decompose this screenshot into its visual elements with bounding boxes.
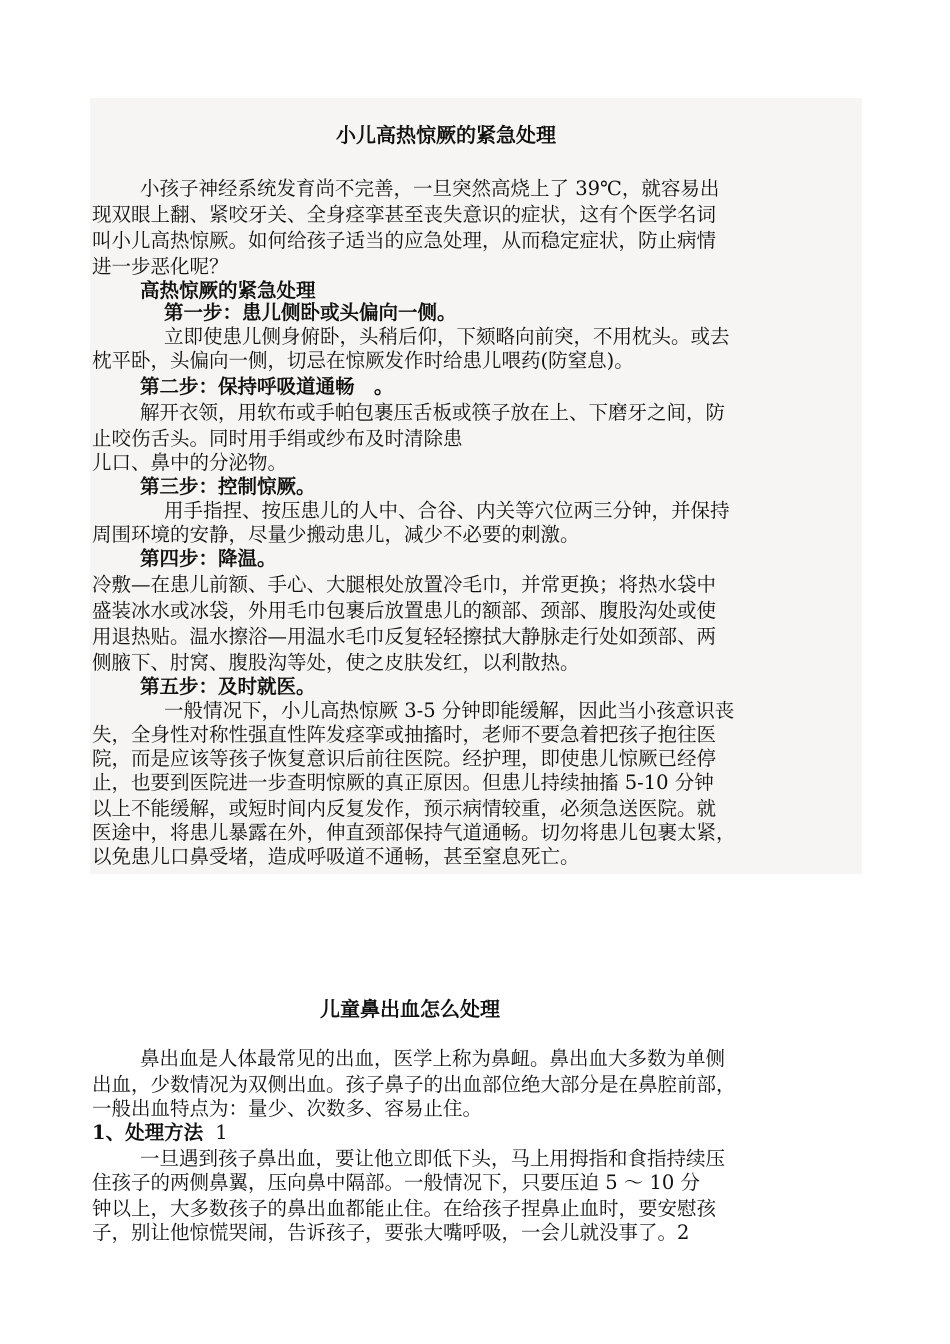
- article1-intro-line: 现双眼上翻、紧咬牙关、全身痉挛甚至丧失意识的症状，这有个医学名词: [92, 203, 717, 226]
- article2-section-heading: 1、处理方法: [92, 1121, 204, 1144]
- article1-intro-line: 进一步恶化呢？: [92, 255, 229, 278]
- step5-line: 院，而是应该等孩子恢复意识后前往医院。经护理，即使患儿惊厥已经停: [92, 747, 717, 770]
- step2-line: 止咬伤舌头。同时用手绢或纱布及时清除患: [92, 427, 463, 450]
- step2-heading: 第二步：保持呼吸道通畅 。: [140, 375, 394, 398]
- step2-line: 儿口、鼻中的分泌物。: [92, 451, 288, 474]
- step1-line: 立即使患儿侧身俯卧，头稍后仰，下颏略向前突，不用枕头。或去: [164, 325, 730, 348]
- step5-line: 以上不能缓解，或短时间内反复发作，预示病情较重，必须急送医院。就: [92, 797, 717, 820]
- article1-title: 小儿高热惊厥的紧急处理: [336, 123, 556, 147]
- article2-line: 子，别让他惊慌哭闹，告诉孩子，要张大嘴呼吸，一会儿就没事了。2: [92, 1221, 690, 1244]
- step4-heading: 第四步：降温。: [140, 547, 277, 570]
- step5-line: 一般情况下，小儿高热惊厥 3-5 分钟即能缓解，因此当小孩意识丧: [164, 699, 735, 722]
- step4-line: 用退热贴。温水擦浴—用温水毛巾反复轻轻擦拭大静脉走行处如颈部、两: [92, 625, 717, 648]
- step5-heading: 第五步：及时就医。: [140, 675, 316, 698]
- article2-line: 钟以上，大多数孩子的鼻出血都能止住。在给孩子捏鼻止血时，要安慰孩: [92, 1197, 717, 1220]
- step4-line: 侧腋下、肘窝、腹股沟等处，使之皮肤发红，以利散热。: [92, 651, 580, 674]
- step2-line: 解开衣领，用软布或手帕包裹压舌板或筷子放在上、下磨牙之间，防: [140, 401, 726, 424]
- article2-section-number: 1: [215, 1121, 228, 1144]
- article2-section-heading-row: [92, 1122, 228, 1144]
- step4-line: 盛装冰水或冰袋，外用毛巾包裹后放置患儿的额部、颈部、腹股沟处或使: [92, 599, 717, 622]
- step3-line: 周围环境的安静，尽量少搬动患儿，减少不必要的刺激。: [92, 523, 580, 546]
- step1-line: 枕平卧，头偏向一侧，切忌在惊厥发作时给患儿喂药(防窒息)。: [92, 349, 634, 372]
- article1-intro-line: 叫小儿高热惊厥。如何给孩子适当的应急处理，从而稳定症状，防止病情: [92, 229, 717, 252]
- step4-line: 冷敷—在患儿前额、手心、大腿根处放置冷毛巾，并常更换；将热水袋中: [92, 573, 717, 596]
- step5-line: 医途中，将患儿暴露在外，伸直颈部保持气道通畅。切勿将患儿包裹太紧，: [92, 821, 736, 844]
- article1-intro-line: 小孩子神经系统发育尚不完善，一旦突然高烧上了 39℃，就容易出: [140, 177, 720, 200]
- step5-line: 止，也要到医院进一步查明惊厥的真正原因。但患儿持续抽搐 5-10 分钟: [92, 771, 714, 794]
- step5-line: 以免患儿口鼻受堵，造成呼吸道不通畅，甚至窒息死亡。: [92, 845, 580, 868]
- step3-heading: 第三步：控制惊厥。: [140, 475, 316, 498]
- article2-intro-line: 出血，少数情况为双侧出血。孩子鼻子的出血部位绝大部分是在鼻腔前部，: [92, 1073, 736, 1096]
- article2-intro-line: 鼻出血是人体最常见的出血，医学上称为鼻衄。鼻出血大多数为单侧: [140, 1047, 726, 1070]
- article1-subheading: 高热惊厥的紧急处理: [140, 279, 316, 302]
- step3-line: 用手指捏、按压患儿的人中、合谷、内关等穴位两三分钟，并保持: [164, 499, 730, 522]
- step5-line: 失，全身性对称性强直性阵发痉挛或抽搐时，老师不要急着把孩子抱往医: [92, 723, 717, 746]
- article2-line: 一旦遇到孩子鼻出血，要让他立即低下头，马上用拇指和食指持续压: [140, 1147, 726, 1170]
- article2-line: 住孩子的两侧鼻翼，压向鼻中隔部。一般情况下，只要压迫 5 ～ 10 分: [92, 1171, 701, 1194]
- article2-intro-line: 一般出血特点为：量少、次数多、容易止住。: [92, 1097, 483, 1120]
- article2-title: 儿童鼻出血怎么处理: [320, 997, 500, 1021]
- step1-heading: 第一步：患儿侧卧或头偏向一侧。: [164, 301, 457, 324]
